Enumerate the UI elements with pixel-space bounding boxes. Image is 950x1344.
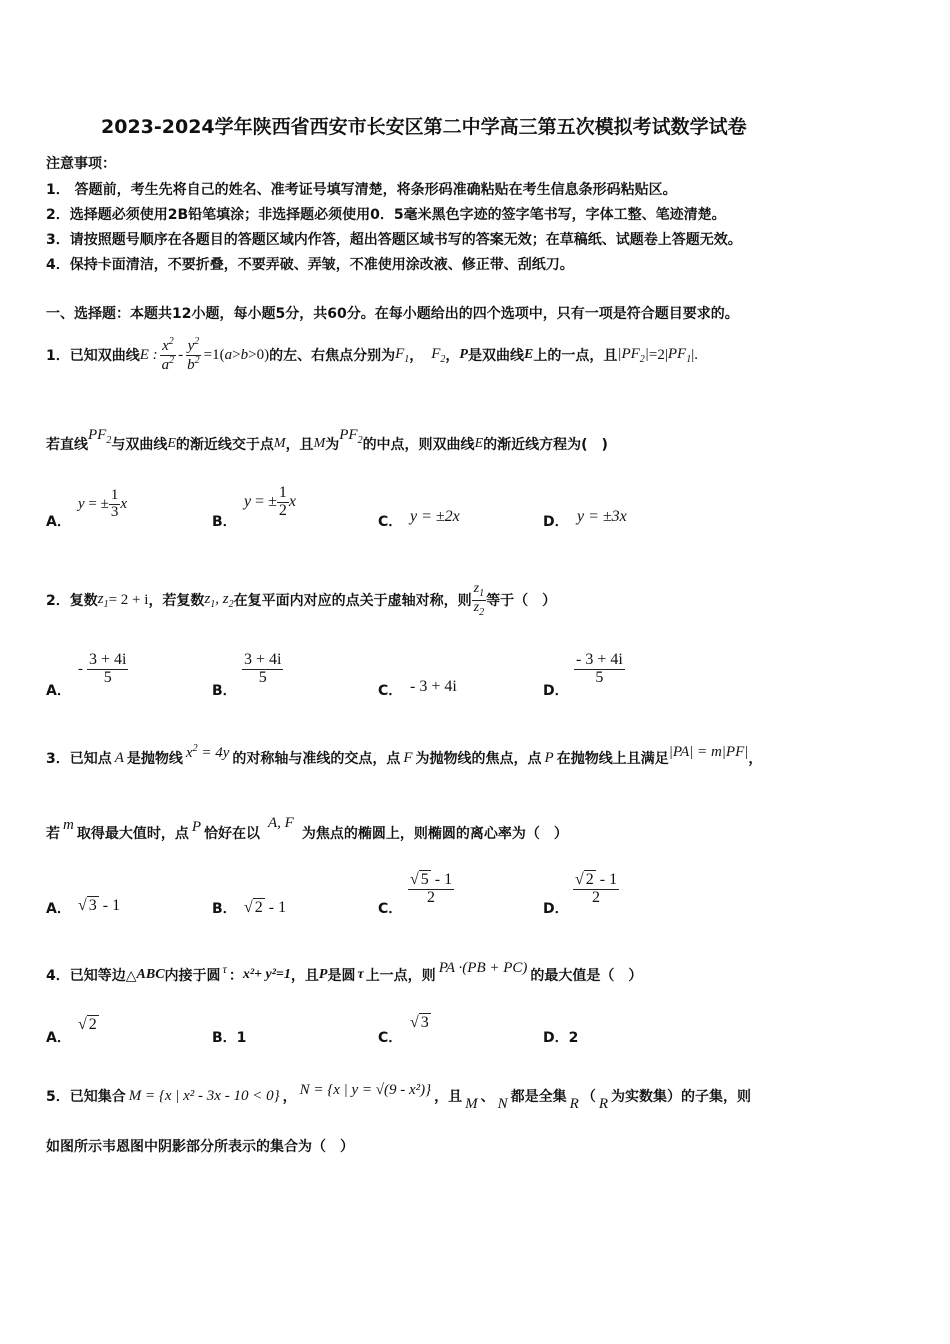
q3-foci: A, F [268,814,294,831]
q3-a-tail: - 1 [102,897,121,914]
q3-text: 为焦点的椭圆上，则椭圆的离心率为（ ） [301,826,568,842]
q1-text: 的左、右焦点分别为 [269,348,396,364]
q3-option-b[interactable]: √ 2 - 1 [244,899,287,916]
q4-text: 上一点，则 [365,968,436,984]
q3-option-a[interactable]: √ 3 - 1 [78,897,121,914]
q1-text: ， [445,348,460,364]
q3-b-rad: 2 [254,899,263,916]
q2-text: 等于（ ） [486,593,557,609]
q3-d-rad: 2 [585,871,594,888]
q2-b-num: 3 + 4i [244,651,282,668]
q1-text: 为 [325,437,340,453]
question-5-line-1 [46,1074,751,1118]
q2-a-num: 3 + 4i [89,651,127,668]
q1-text: 若直线 [46,437,88,453]
q3-a-rad: 3 [88,897,97,914]
q4-text: ： [228,968,243,984]
q4-point-p: P [318,967,328,982]
q1-m: M [273,436,286,451]
question-3-line-1: 3．已知点 A 是抛物线 $x^2 = 4y$ 的对称轴与准线的交点，点 F 为抛物线的焦点，点 P 在抛物线上且满足 |PA| = m|PF| ， [46,742,763,767]
q5-n: N [497,1095,508,1112]
q2-option-b-label[interactable]: B． [212,683,237,699]
q1-option-a-label[interactable]: A． [46,514,71,530]
q4-option-d-label[interactable] [543,1027,578,1047]
q1-frac-y: $\frac{y^2}{b^2}$ [187,335,200,373]
q4-tau: τ [222,961,227,976]
q3-text: 3．已知点 [46,751,112,767]
q3-c-rad: 5 [420,871,429,888]
q1-option-a[interactable]: y = ± $\frac{1}{3}$ x [78,487,128,520]
q2-option-c-label[interactable]: C． [378,683,403,699]
q3-option-d[interactable]: $\frac{√ 2 - 1}{2}$ [575,871,618,906]
q2-option-d-label[interactable]: D． [543,683,569,699]
q3-point-p: P [544,749,554,766]
q5-text: 、 [480,1089,495,1105]
q4-a-rad: 2 [88,1016,97,1033]
q4-text: 是圆 [327,968,356,984]
q1-e: E [474,436,484,451]
q1-text: 的渐近线交于点 [175,437,274,453]
q1-option-c[interactable]: y = ±2x [410,508,460,525]
q2-d-num: - 3 + 4i [576,651,623,668]
q3-text: 恰好在以 [204,826,261,842]
q3-option-d-label[interactable]: D． [543,901,569,917]
q4-option-c[interactable]: √ 3 [410,1014,429,1031]
q2-text: 在复平面内对应的点关于虚轴对称，则 [233,593,472,609]
q5-text: 为实数集）的子集，则 [611,1089,751,1105]
q3-text: 的对称轴与准线的交点，点 [232,751,401,767]
notice-heading: 注意事项： [46,156,116,172]
q1-text: 1．已知双曲线 [46,348,140,364]
q2-text: ，若复数 [148,593,205,609]
q5-set-n: N = {x | y = √(9 - x²)} [299,1081,432,1098]
section-heading: 一、选择题：本题共12小题，每小题5分，共60分。在每小题给出的四个选项中，只有一项是符合题目要求的。 [46,306,739,322]
q2-option-d[interactable] [574,652,625,687]
q5-text: 5．已知集合 [46,1089,126,1105]
q4-text: ，且 [290,968,319,984]
q5-text: 都是全集 [510,1089,567,1105]
q3-point-f: F [403,749,413,766]
q3-b-tail: - 1 [268,899,287,916]
q1-m: M [313,436,326,451]
notice-item-1: 1． 答题前，考生先将自己的姓名、准考证号填写清楚，将条形码准确粘贴在考生信息条形码粘贴区。 [46,182,677,198]
question-1-line-2: 若直线 $PF_2$ 与双曲线 E 的渐近线交于点 M ，且 M 为 $PF_2$ 的中点，则双曲线 E 的渐近线方程为( ) [46,426,608,453]
q3-option-c[interactable]: $\frac{√ 5 - 1}{2}$ [410,871,453,906]
q3-m: m [63,816,74,833]
q4-b-value: 1 [236,1030,247,1046]
q4-expression: PA ·(PB + PC) [438,959,528,976]
q1-option-b-label[interactable]: B． [212,514,237,530]
question-4 [46,958,642,992]
q4-option-a-label[interactable]: A． [46,1030,71,1046]
q3-c-tail: - 1 [434,871,453,888]
q4-text: 的最大值是（ ） [530,968,643,984]
q1-option-c-label[interactable]: C． [378,514,403,530]
question-1-line-1: 1．已知双曲线 E : $\frac{x^2}{a^2}$ - $\frac{y^2}{b^2}$ =1( a > b >0) 的左、右焦点分别为 $F_1$ ， $F_2$ ， P 是双曲线 E 上的一点，且 $|PF_2|$ =2| $PF_1$ |. [46,335,698,373]
q5-r: R [569,1095,579,1112]
q1-option-d-label[interactable]: D． [543,514,569,530]
q4-text: 内接于圆 [164,968,221,984]
q4-option-b-label[interactable] [212,1027,246,1047]
q1-text: 与双曲线 [111,437,168,453]
q2-option-a[interactable] [78,652,128,687]
q1-text: 是双曲线 [467,348,524,364]
q4-circle-eq: x²+ y²=1 [242,967,291,982]
q3-point-p: P [191,818,202,835]
q3-point-a: A [114,749,124,766]
q5-text: ，且 [434,1089,463,1105]
q4-option-c-label[interactable]: C． [378,1030,403,1046]
q5-r: R [598,1095,608,1112]
q5-m: M [465,1095,478,1112]
q1-option-b[interactable]: y = ± $\frac{1}{2}$ x [244,484,297,519]
q2-a-sign: - [78,660,83,677]
q4-tau: τ [357,967,364,982]
notice-item-3: 3．请按照题号顺序在各题目的答题区域内作答，超出答题区域书写的答案无效；在草稿纸、试题卷上答题无效。 [46,232,742,248]
q4-text: 4．已知等边△ [46,968,137,984]
notice-item-2: 2．选择题必须使用2B铅笔填涂；非选择题必须使用0．5毫米黑色字迹的签字笔书写，字体工整、笔迹清楚。 [46,207,726,223]
q2-option-a-label[interactable]: A． [46,683,71,699]
q2-option-b[interactable] [242,652,283,687]
q3-text: 是抛物线 [126,751,183,767]
q2-z1-value: = 2 + i [108,591,149,608]
question-3-line-2 [46,814,568,852]
q3-c-den: 2 [427,888,436,906]
q1-e: E [523,347,534,362]
question-5-line-2: 如图所示韦恩图中阴影部分所表示的集合为（ ） [46,1139,354,1155]
q1-text: 的渐近线方程为( ) [483,437,608,453]
question-2: 2．复数 $z_1$ = 2 + i ，若复数 $z_1$, $z_2$ 在复平面内对应的点关于虚轴对称，则 $\frac{z_1}{z_2}$ 等于（ ） [46,581,557,618]
q1-text: ，且 [285,437,314,453]
q3-d-tail: - 1 [599,871,618,888]
q2-d-den: 5 [595,668,604,686]
q1-hyperbola-equation: E : [139,346,158,363]
q3-text: 在抛物线上且满足 [556,751,669,767]
q2-option-c[interactable]: - 3 + 4i [410,678,457,695]
q1-point-p: P [459,347,468,362]
q5-set-m: M = {x | x² - 3x - 10 < 0} [128,1087,280,1104]
q3-option-b-label[interactable]: B． [212,901,237,917]
q3-option-a-label[interactable]: A． [46,901,71,917]
q1-e: E [167,436,176,451]
notice-item-4: 4．保持卡面清洁，不要折叠，不要弄破、弄皱，不准使用涂改液、修正带、刮纸刀。 [46,257,574,273]
q3-text: ， [748,751,763,767]
q3-option-c-label[interactable]: C． [378,901,403,917]
q4-option-a[interactable]: √ 2 [78,1016,97,1033]
q4-d-label: D． [543,1030,569,1046]
q5-text: （ [581,1089,596,1105]
q4-d-value: 2 [568,1030,579,1046]
q2-text: 2．复数 [46,593,98,609]
q3-text: 取得最大值时，点 [76,826,189,842]
q2-a-den: 5 [103,668,112,686]
q1-text: 的中点，则双曲线 [362,437,475,453]
q4-triangle: ABC [136,967,165,982]
q1-text: 上的一点，且 [533,348,618,364]
q1-text: ， [409,348,424,364]
q4-c-rad: 3 [420,1014,429,1031]
q2-b-den: 5 [258,668,267,686]
q1-frac-x: $\frac{x^2}{a^2}$ [161,335,175,373]
q3-d-den: 2 [592,888,601,906]
page-title: 2023-2024学年陕西省西安市长安区第二中学高三第五次模拟考试数学试卷 [101,116,747,138]
q1-option-d[interactable]: y = ±3x [577,508,627,525]
q3-text: 为抛物线的焦点，点 [415,751,542,767]
q4-b-label: B． [212,1030,237,1046]
q5-text: ， [282,1089,297,1105]
q3-text: 若 [46,826,60,842]
